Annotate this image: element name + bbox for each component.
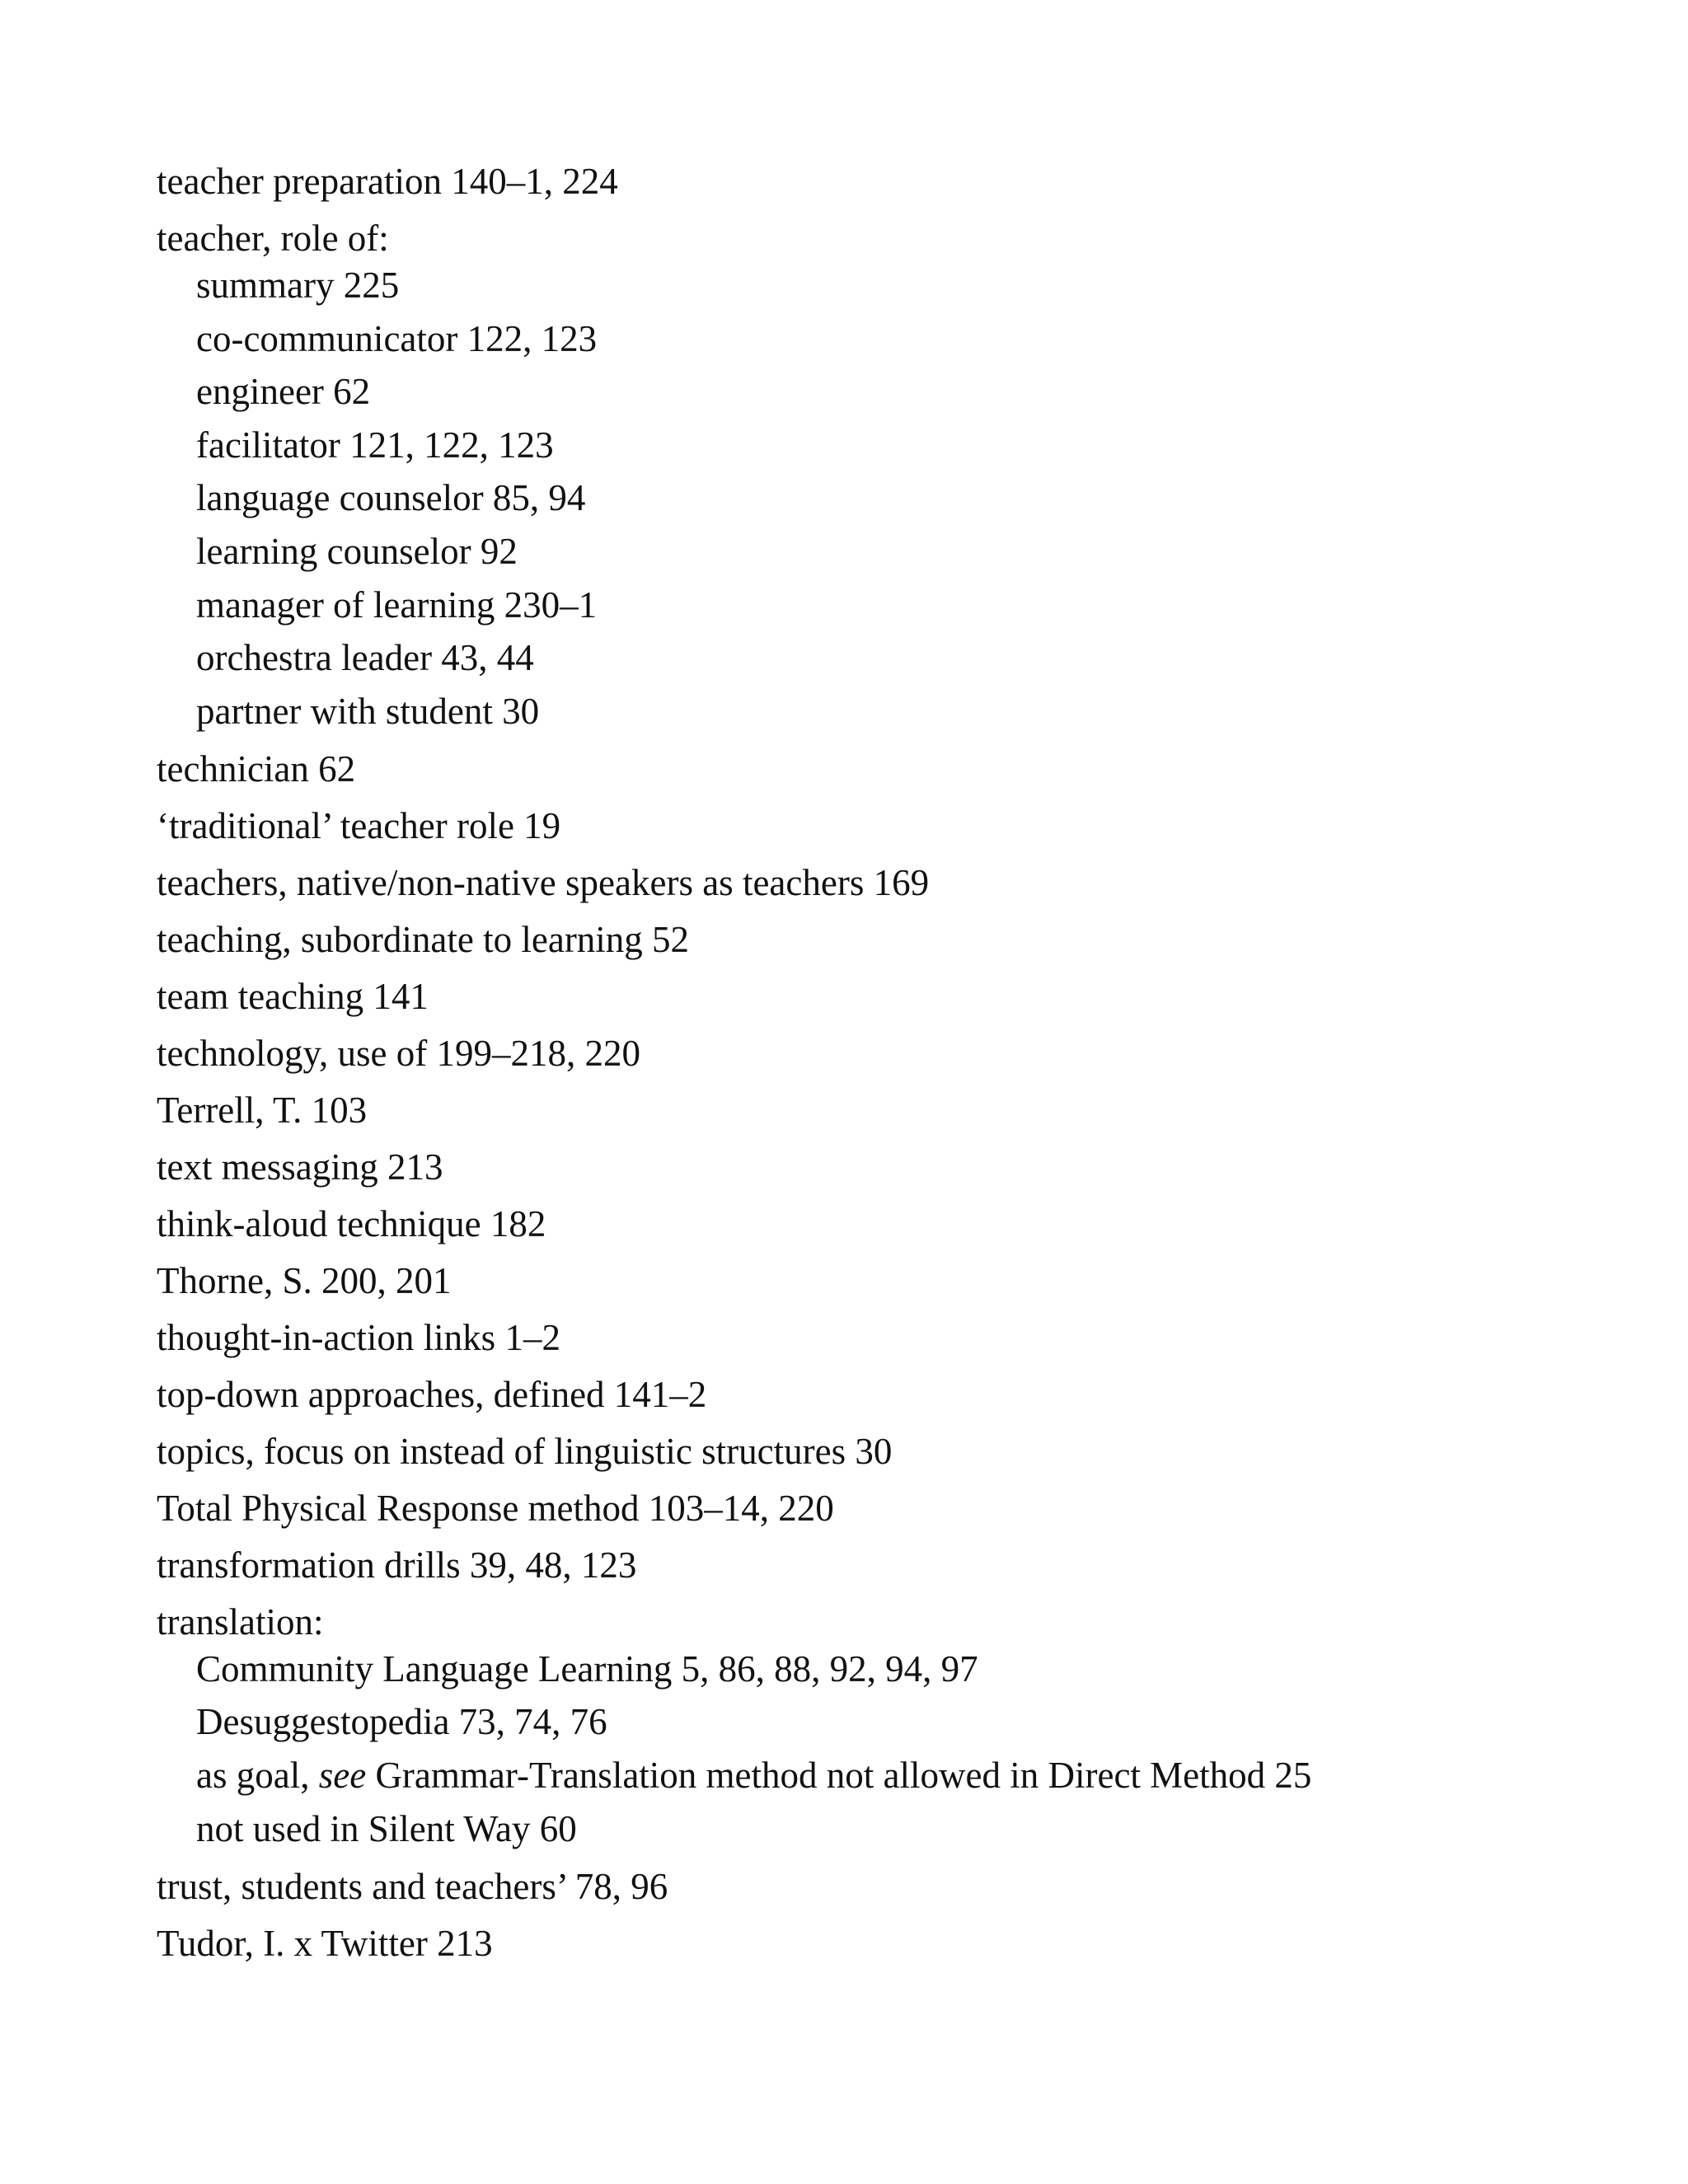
- index-entry-technician: technician 62: [157, 748, 356, 790]
- index-entry-text-messaging: text messaging 213: [157, 1146, 443, 1188]
- index-subentry-co-communicator: co-communicator 122, 123: [196, 317, 598, 359]
- index-list: [157, 155, 1640, 1974]
- see-reference: see: [318, 1754, 367, 1796]
- index-entry-thought-in-action: thought-in-action links 1–2: [157, 1316, 560, 1358]
- index-subentry-as-goal: [157, 1749, 1640, 1802]
- index-entry-total-physical-response: Total Physical Response method 103–14, 220: [157, 1487, 834, 1529]
- index-entry-teacher-preparation: teacher preparation 140–1, 224: [157, 161, 618, 202]
- index-subentry-partner-with-student: partner with student 30: [196, 690, 540, 732]
- index-entry-transformation-drills: transformation drills 39, 48, 123: [157, 1544, 637, 1586]
- index-entry-trust: trust, students and teachers’ 78, 96: [157, 1865, 668, 1907]
- index-subentry-facilitator: facilitator 121, 122, 123: [196, 424, 554, 466]
- index-entry-technology: technology, use of 199–218, 220: [157, 1032, 640, 1074]
- index-subentry-silent-way: not used in Silent Way 60: [196, 1807, 577, 1849]
- index-subentry-orchestra-leader: orchestra leader 43, 44: [196, 637, 534, 679]
- index-entry-topics: topics, focus on instead of linguistic structures 30: [157, 1430, 893, 1472]
- index-entry-traditional-teacher-role: ‘traditional’ teacher role 19: [157, 804, 561, 846]
- index-entry-translation: translation:: [157, 1601, 324, 1643]
- as-goal-prefix: as goal,: [196, 1754, 319, 1796]
- index-entry-teachers-native: teachers, native/non-native speakers as teachers 169: [157, 861, 930, 903]
- index-subentry-manager-of-learning: manager of learning 230–1: [196, 583, 598, 626]
- index-subentry-language-counselor: language counselor 85, 94: [196, 477, 586, 519]
- index-subentry-summary: summary 225: [196, 265, 400, 306]
- index-entry-think-aloud: think-aloud technique 182: [157, 1202, 546, 1244]
- index-entry-teacher-role: teacher, role of:: [157, 218, 389, 259]
- index-entry-top-down: top-down approaches, defined 141–2: [157, 1373, 707, 1415]
- index-entry-thorne: Thorne, S. 200, 201: [157, 1259, 452, 1301]
- index-subentry-community-language-learning: Community Language Learning 5, 86, 88, 92, 94, 97: [196, 1647, 978, 1690]
- as-goal-suffix: Grammar-Translation method not allowed in Direct Method 25: [366, 1754, 1312, 1796]
- index-subentry-desuggestopedia: Desuggestopedia 73, 74, 76: [196, 1701, 607, 1743]
- index-entry-tudor-twitter: Tudor, I. x Twitter 213: [157, 1922, 493, 1964]
- index-entry-terrell: Terrell, T. 103: [157, 1089, 368, 1131]
- index-subentry-engineer: engineer 62: [196, 371, 371, 413]
- index-entry-team-teaching: team teaching 141: [157, 975, 429, 1017]
- index-entry-teaching-subordinate: teaching, subordinate to learning 52: [157, 918, 690, 960]
- index-subentry-learning-counselor: learning counselor 92: [196, 530, 518, 572]
